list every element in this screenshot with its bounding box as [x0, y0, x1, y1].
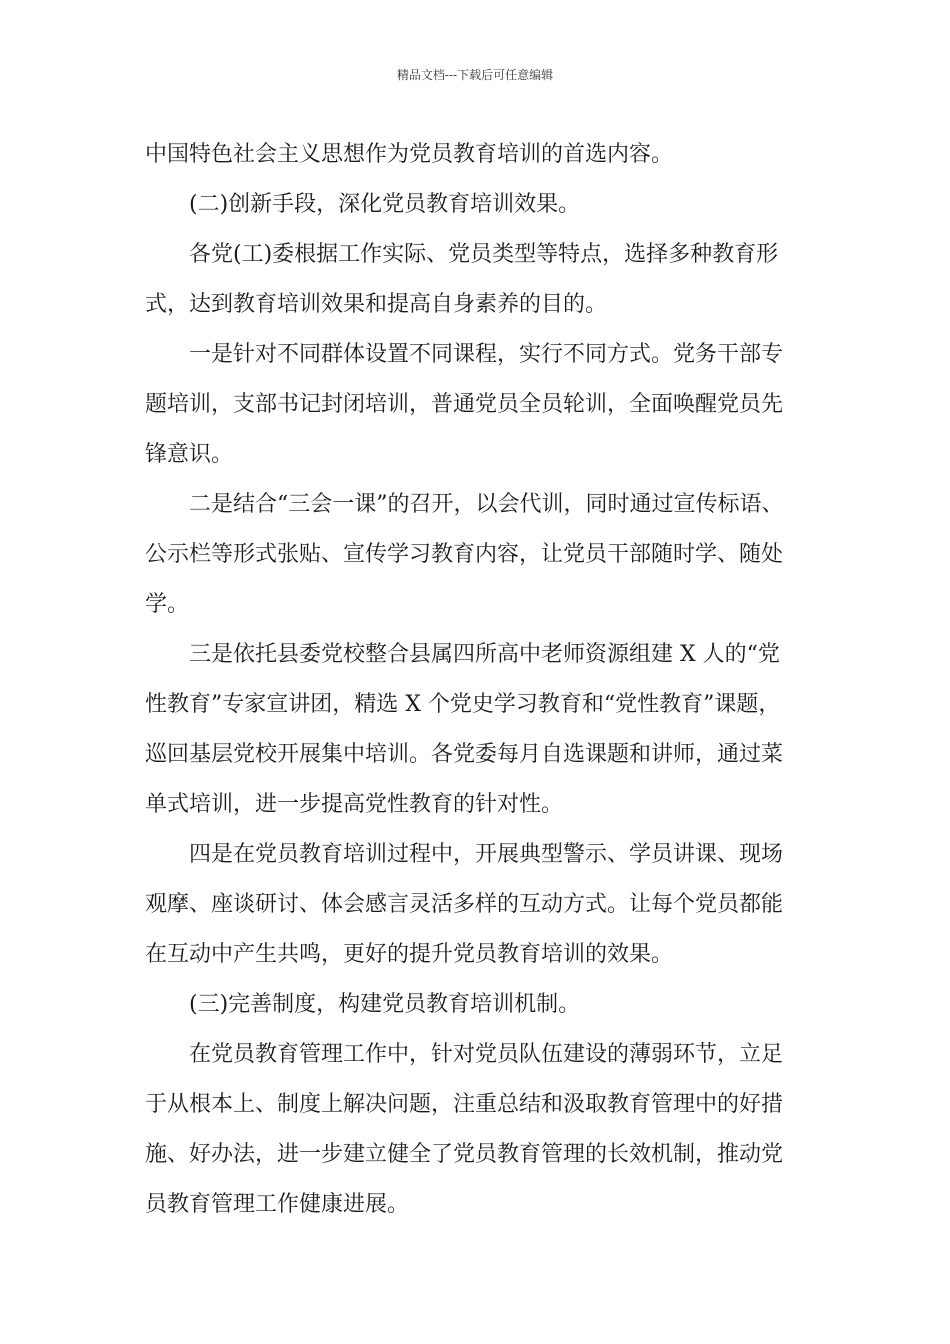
text-line: 中国特色社会主义思想作为党员教育培训的首选内容。: [145, 142, 674, 167]
text-line: 于从根本上、制度上解决问题，注重总结和汲取教育管理中的好措: [145, 1092, 784, 1117]
document-body: [145, 130, 815, 1230]
text-line: 员教育管理工作健康进展。: [145, 1192, 410, 1217]
text-line: 在互动中产生共鸣，更好的提升党员教育培训的效果。: [145, 942, 674, 967]
text-line: 四是在党员教育培训过程中，开展典型警示、学员讲课、现场: [189, 842, 784, 867]
text-line: 学。: [145, 592, 190, 617]
page-header: 精品文档---下载后可任意编辑: [396, 68, 554, 82]
text-line: 观摩、座谈研讨、体会感言灵活多样的互动方式。让每个党员都能: [145, 892, 784, 917]
text-line: 巡回基层党校开展集中培训。各党委每月自选课题和讲师，通过菜: [145, 742, 784, 767]
text-line: 题培训，支部书记封闭培训，普通党员全员轮训，全面唤醒党员先: [145, 392, 784, 417]
text-line: 各党(工)委根据工作实际、党员类型等特点，选择多种教育形: [189, 242, 779, 267]
text-line: 式，达到教育培训效果和提高自身素养的目的。: [145, 292, 608, 317]
text-line: 三是依托县委党校整合县属四所高中老师资源组建 X 人的“党: [189, 642, 780, 667]
text-line: 锋意识。: [145, 442, 234, 467]
text-line: 单式培训，进一步提高党性教育的针对性。: [145, 792, 564, 817]
text-line: 二是结合“三会一课”的召开，以会代训，同时通过宣传标语、: [189, 492, 784, 517]
text-line: 施、好办法，进一步建立健全了党员教育管理的长效机制，推动党: [145, 1142, 784, 1167]
text-line: 性教育”专家宣讲团，精选 X 个党史学习教育和“党性教育”课题，: [145, 692, 781, 717]
section-heading: (三)完善制度，构建党员教育培训机制。: [189, 992, 581, 1017]
section-heading: (二)创新手段，深化党员教育培训效果。: [189, 192, 581, 217]
text-line: 在党员教育管理工作中，针对党员队伍建设的薄弱环节，立足: [189, 1042, 784, 1067]
text-line: 一是针对不同群体设置不同课程，实行不同方式。党务干部专: [189, 342, 784, 367]
text-line: 公示栏等形式张贴、宣传学习教育内容，让党员干部随时学、随处: [145, 542, 784, 567]
